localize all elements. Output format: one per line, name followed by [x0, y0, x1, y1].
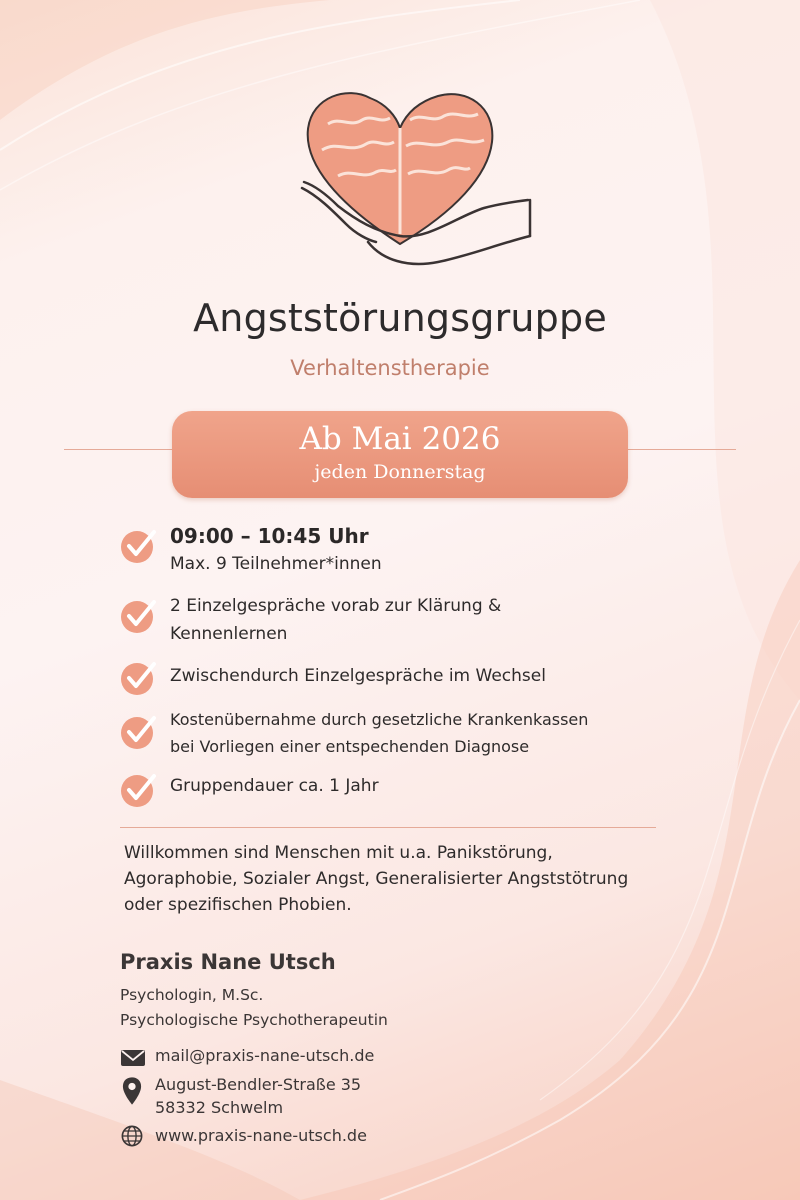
check-circle-icon	[120, 660, 156, 696]
divider-line-left	[64, 449, 174, 450]
divider-line-right	[626, 449, 736, 450]
feature-participants: Max. 9 Teilnehmer*innen	[170, 554, 382, 574]
check-circle-icon	[120, 714, 156, 750]
address-city: 58332 Schwelm	[155, 1098, 284, 1117]
email-link[interactable]: mail@praxis-nane-utsch.de	[155, 1046, 375, 1065]
feature-time: 09:00 – 10:45 Uhr	[170, 524, 369, 548]
website-link[interactable]: www.praxis-nane-utsch.de	[155, 1126, 367, 1145]
page-subtitle: Verhaltenstherapie	[290, 356, 490, 380]
welcome-line: Agoraphobie, Sozialer Angst, Generalisierter Angststötrung	[124, 869, 629, 889]
feature-text	[170, 706, 690, 760]
practice-name: Praxis Nane Utsch	[120, 950, 336, 974]
envelope-icon	[120, 1049, 146, 1067]
feature-text	[170, 592, 690, 648]
welcome-line: oder spezifischen Phobien.	[124, 895, 352, 915]
feature-line: Kennenlernen	[170, 624, 288, 644]
check-circle-icon	[120, 528, 156, 564]
address-street: August-Bendler-Straße 35	[155, 1075, 362, 1094]
weekday-label: jeden Donnerstag	[314, 461, 486, 483]
brain-heart-in-hand-icon	[298, 84, 534, 284]
feature-text	[170, 522, 690, 578]
feature-line: bei Vorliegen einer entspechenden Diagnose	[170, 737, 530, 756]
page-title: Angststörungsgruppe	[193, 296, 607, 340]
credential-title: Psychologische Psychotherapeutin	[120, 1011, 388, 1029]
feature-text	[170, 772, 690, 800]
check-circle-icon	[120, 598, 156, 634]
feature-item	[120, 522, 720, 582]
feature-line: 2 Einzelgespräche vorab zur Klärung &	[170, 596, 502, 616]
feature-line: Kostenübernahme durch gesetzliche Krankenkassen	[170, 710, 589, 729]
feature-item	[120, 712, 720, 768]
feature-item	[120, 660, 720, 696]
feature-line: Gruppendauer ca. 1 Jahr	[170, 776, 379, 796]
welcome-line: Willkommen sind Menschen mit u.a. Panikstörung,	[124, 843, 553, 863]
map-pin-icon	[122, 1076, 142, 1106]
feature-text	[170, 662, 690, 690]
feature-item	[120, 592, 720, 648]
feature-line: Zwischendurch Einzelgespräche im Wechsel	[170, 666, 546, 686]
globe-icon	[121, 1125, 143, 1147]
check-circle-icon	[120, 772, 156, 808]
section-divider	[120, 827, 656, 828]
start-date-banner	[172, 411, 628, 498]
welcome-text	[124, 840, 724, 918]
start-date-label: Ab Mai 2026	[299, 421, 501, 457]
feature-item	[120, 772, 720, 808]
credential-degree: Psychologin, M.Sc.	[120, 986, 264, 1004]
